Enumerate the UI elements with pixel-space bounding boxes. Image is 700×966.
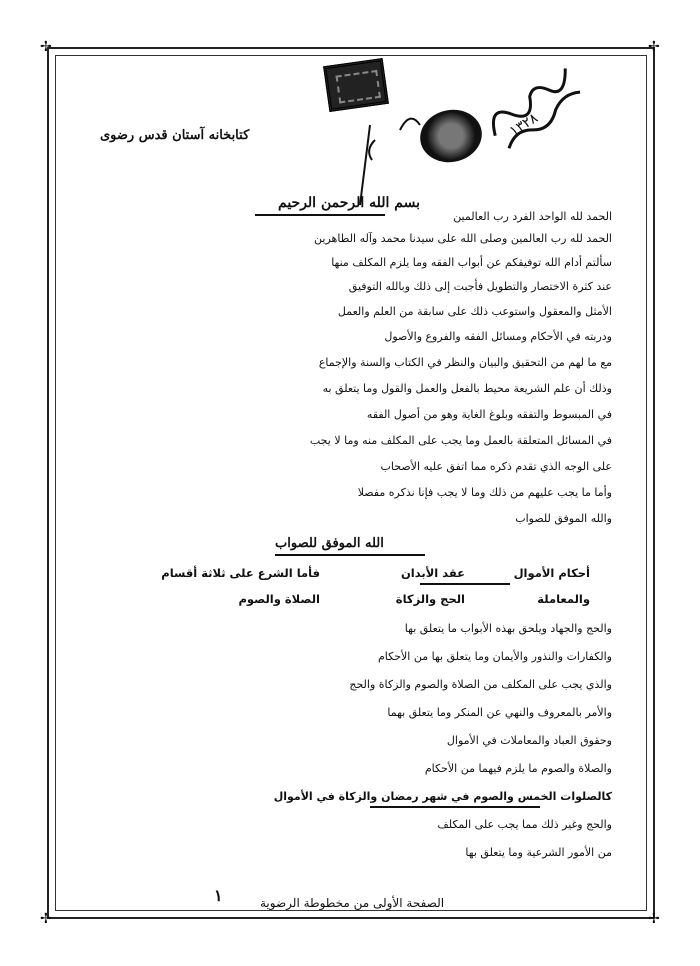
- page-number: ١: [214, 886, 223, 905]
- basmala: بسم الله الرحمن الرحيم: [278, 195, 420, 211]
- library-stamp-text: كتابخانه آستان قدس رضوی: [100, 128, 250, 143]
- section-heading: الله الموفق للصواب: [275, 536, 384, 551]
- text-line: سألتم أدام الله توفيقكم عن أبواب الفقه وما يلزم المكلف منها: [331, 256, 612, 269]
- line-underline: [370, 806, 540, 808]
- text-line: الحمد لله الواحد الفرد رب العالمين: [453, 210, 612, 223]
- text-line: في المبسوط والتفقه وبلوغ الغاية وهو من أصول الفقه: [366, 408, 612, 421]
- text-line: وذلك أن علم الشريعة محيط بالفعل والعمل والقول وما يتعلق به: [322, 382, 612, 395]
- column-subheading-3: والمعاملة: [537, 592, 590, 606]
- corner-ornament-icon: ✢: [40, 39, 52, 55]
- corner-ornament-icon: ✢: [40, 911, 52, 927]
- text-line: وأما ما يجب عليهم من ذلك وما لا يجب فإنا نذكره مفصلا: [357, 486, 612, 499]
- text-line: والصلاة والصوم ما يلزم فيهما من الأحكام: [424, 762, 612, 775]
- shelf-mark-number: ١٣٢٨: [506, 110, 541, 140]
- text-line: من الأمور الشرعية وما يتعلق بها: [465, 846, 612, 859]
- text-line: والحج وغير ذلك مما يجب على المكلف: [437, 818, 612, 831]
- text-line: والأمر بالمعروف والنهي عن المنكر وما يتعلق بهما: [387, 706, 612, 719]
- corner-ornament-icon: ✢: [648, 39, 660, 55]
- heading-underline: [275, 554, 425, 556]
- column-subheading-2: الحج والزكاة: [395, 592, 465, 606]
- text-line: وحقوق العباد والمعاملات في الأموال: [446, 734, 612, 747]
- column-heading-3: أحكام الأموال: [513, 566, 590, 580]
- seal-square-icon: [323, 58, 389, 112]
- column-heading-2: عقد الأبدان: [400, 566, 465, 580]
- margin-scribble: [395, 110, 425, 140]
- corner-ornament-icon: ✢: [648, 911, 660, 927]
- text-line: في المسائل المتعلقة بالعمل وما يجب على المكلف منه وما لا يجب: [309, 434, 612, 447]
- text-line: والذي يجب على المكلف من الصلاة والصوم والزكاة والحج: [349, 678, 612, 691]
- column-underline: [420, 583, 510, 585]
- text-line: الحمد لله رب العالمين وصلى الله على سيدنا محمد وآله الطاهرين: [314, 232, 612, 245]
- text-line: عند كثرة الاختصار والتطويل فأجبت إلى ذلك وبالله التوفيق: [348, 280, 612, 293]
- text-line: الأمثل والمعقول واستوعب ذلك على سابقة من العلم والعمل: [337, 305, 612, 318]
- text-line: ودربته في الأحكام ومسائل الفقه والفروع والأصول: [384, 330, 612, 343]
- text-line: مع ما لهم من التحقيق والبيان والنظر في الكتاب والسنة والإجماع: [318, 356, 612, 369]
- text-line: والله الموفق للصواب: [515, 512, 612, 525]
- footer-caption: الصفحة الأولى من مخطوطة الرضوية: [260, 896, 445, 910]
- column-heading-1: فأما الشرع على ثلاثة أقسام: [161, 566, 320, 580]
- text-line: والكفارات والنذور والأيمان وما يتعلق بها من الأحكام: [377, 650, 612, 663]
- text-line: والحج والجهاد ويلحق بهذه الأبواب ما يتعلق بها: [404, 622, 612, 635]
- text-line: على الوجه الذي تقدم ذكره مما اتفق عليه الأصحاب: [380, 460, 612, 473]
- basmala-underline: [255, 214, 385, 216]
- text-line: كالصلوات الخمس والصوم في شهر رمضان والزكاة في الأموال: [273, 790, 612, 803]
- column-subheading-1: الصلاة والصوم: [238, 592, 320, 606]
